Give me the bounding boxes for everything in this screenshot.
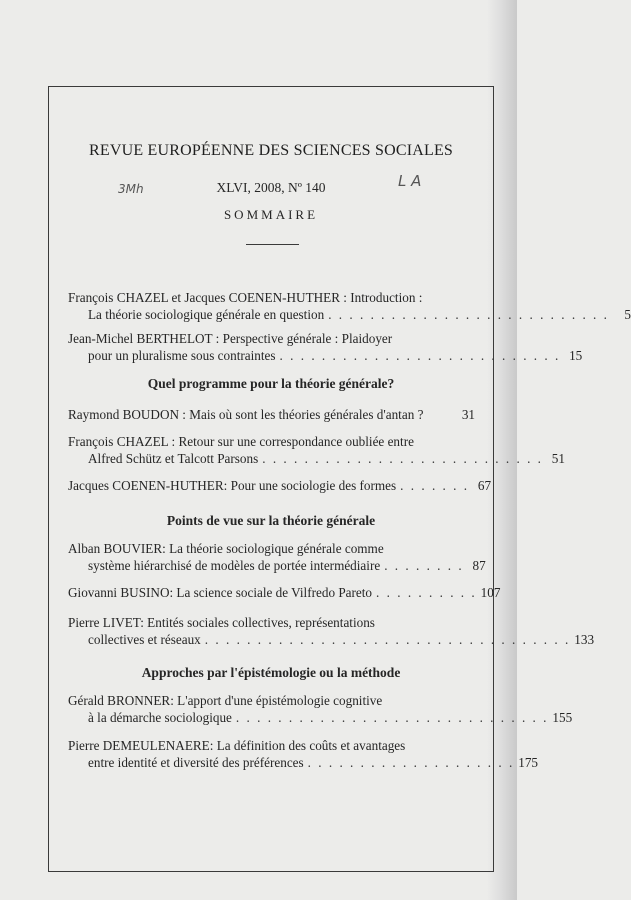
entry-author-line: Pierre DEMEULENAERE: La définition des coûts et avantages — [68, 738, 406, 753]
toc-entry-demeulenaere[interactable] — [68, 737, 539, 771]
leader-dots: . . . . . . . . . . . . . . . . . . . . — [307, 755, 515, 770]
leader-dots: . . . . . . . . . . . . . . . . . . . . . . . . . . . — [328, 307, 609, 322]
leader-dots: . . . . . . . . — [384, 558, 464, 573]
divider-rule — [246, 244, 299, 245]
handwritten-note-left: 3Mh — [118, 182, 144, 196]
journal-title: REVUE EUROPÉENNE DES SCIENCES SOCIALES — [88, 142, 454, 159]
entry-title: pour un pluralisme sous contraintes — [88, 348, 276, 363]
entry-author-line: François CHAZEL et Jacques COENEN-HUTHER : Introduction : — [68, 290, 423, 305]
entry-page: 5 — [624, 307, 631, 322]
leader-dots: . . . . . . . . . . . . . . . . . . . . . . . . . . . . . . — [235, 710, 549, 725]
leader-dots: . . . . . . . . . . . . . . . . . . . . . . . . . . . . . . . . . . . — [204, 632, 571, 647]
entry-page: 175 — [518, 755, 539, 770]
entry-author-line: Alban BOUVIER: La théorie sociologique générale comme — [68, 541, 384, 556]
entry-author-line: François CHAZEL : Retour sur une correspondance oubliée entre — [68, 434, 414, 449]
entry-page: 155 — [552, 710, 573, 725]
entry-page: 31 — [461, 407, 475, 422]
toc-entry-boudon[interactable] — [68, 406, 475, 423]
entry-title: entre identité et diversité des préférences — [88, 755, 304, 770]
toc-entry-livet[interactable] — [68, 614, 595, 648]
toc-entry-busino[interactable] — [68, 584, 501, 601]
toc-entry-chazel[interactable] — [68, 433, 565, 467]
toc-entry-bouvier[interactable] — [68, 540, 486, 574]
section-heading-approches: Approches par l'épistémologie ou la méthode — [141, 665, 401, 680]
entry-page: 15 — [569, 348, 583, 363]
toc-entry-berthelot[interactable] — [68, 330, 583, 364]
entry-title: Raymond BOUDON : Mais où sont les théories générales d'antan ? — [68, 407, 424, 422]
toc-entry-bronner[interactable] — [68, 692, 573, 726]
entry-author-line: Gérald BRONNER: L'apport d'une épistémologie cognitive — [68, 693, 383, 708]
leader-dots: . . . . . . . — [400, 478, 470, 493]
entry-title: La théorie sociologique générale en question — [88, 307, 325, 322]
entry-author-line: Pierre LIVET: Entités sociales collectives, représentations — [68, 615, 375, 630]
leader-dots: . . . . . . . . . . — [376, 585, 477, 600]
entry-page: 67 — [477, 478, 492, 493]
section-heading-programme: Quel programme pour la théorie générale? — [147, 376, 395, 391]
toc-entry-chazel-coenen-huther[interactable] — [68, 289, 631, 323]
leader-dots: . . . . . . . . . . . . . . . . . . . . . . . . . . . — [262, 451, 543, 466]
entry-title: collectives et réseaux — [88, 632, 201, 647]
entry-title: Giovanni BUSINO: La science sociale de Vilfredo Pareto — [68, 585, 373, 600]
section-heading-points-de-vue: Points de vue sur la théorie générale — [166, 513, 376, 528]
leader-dots: . . . . . . . . . . . . . . . . . . . . . . . . . . . — [279, 348, 561, 363]
entry-page: 107 — [480, 585, 501, 600]
entry-page: 51 — [551, 451, 565, 466]
entry-title: système hiérarchisé de modèles de portée intermédiaire — [88, 558, 381, 573]
issue-info: XLVI, 2008, Nº 140 — [216, 180, 326, 195]
entry-page: 87 — [472, 558, 486, 573]
entry-title: à la démarche sociologique — [88, 710, 232, 725]
entry-title: Jacques COENEN-HUTHER: Pour une sociologie des formes — [68, 478, 397, 493]
sommaire-heading: SOMMAIRE — [223, 207, 319, 222]
entry-title: Alfred Schütz et Talcott Parsons — [88, 451, 259, 466]
handwritten-note-right: L A — [398, 172, 422, 190]
entry-page: 133 — [574, 632, 595, 647]
entry-author-line: Jean-Michel BERTHELOT : Perspective générale : Plaidoyer — [68, 331, 393, 346]
toc-entry-coenen-huther[interactable] — [68, 477, 492, 494]
